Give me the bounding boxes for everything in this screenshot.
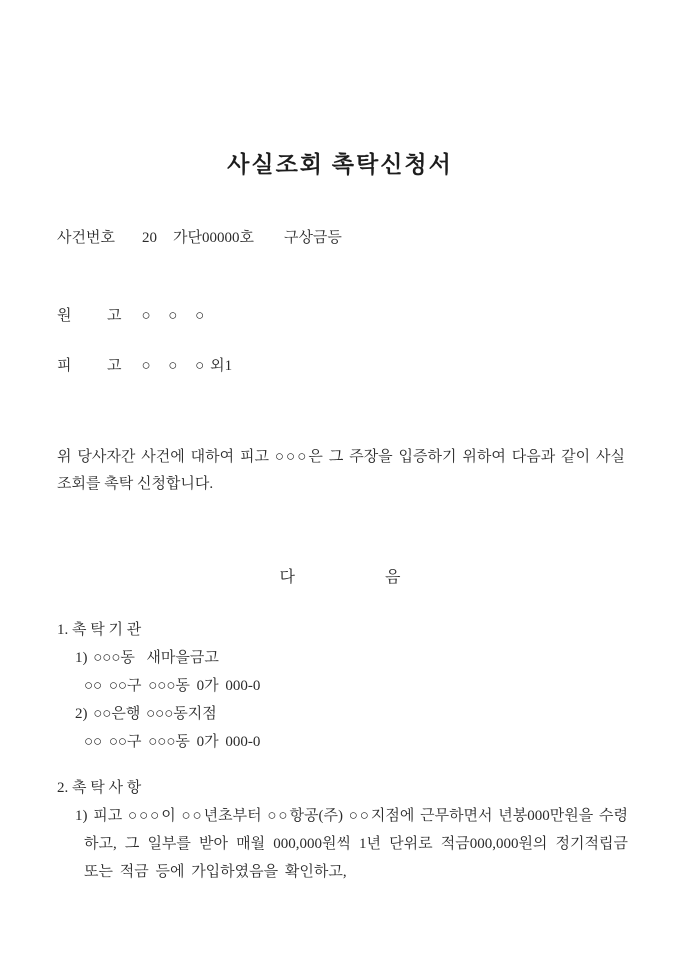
section-1-item-2-name: 2) ○○은행 ○○○동지점: [75, 706, 217, 722]
following-divider: [0, 568, 680, 588]
section-2-item-line-1: 1) 피고 ○○○이 ○○년초부터 ○○항공(주) ○○지점에 근무하면서 년봉000만원을 수령: [75, 808, 628, 824]
plaintiff-name: ○ ○ ○: [141, 308, 205, 324]
plaintiff-label: 원 고: [57, 308, 122, 324]
section-1-item-1-address: ○○ ○○구 ○○○동 0가 000-0: [84, 678, 261, 694]
intro-line-2: 조회를 촉탁 신청합니다.: [57, 476, 214, 492]
intro-paragraph: [57, 444, 625, 498]
intro-line-1: 위 당사자간 사건에 대하여 피고 ○○○은 그 주장을 입증하기 위하여 다음과 같이 사실: [57, 449, 625, 465]
defendant-label: 피 고: [57, 358, 122, 374]
section-1-heading: 1. 촉 탁 기 관: [57, 622, 142, 638]
section-1-item-2-address: ○○ ○○구 ○○○동 0가 000-0: [84, 734, 261, 750]
case-year: 20: [141, 230, 157, 246]
following-divider-right-char: 음: [385, 569, 401, 586]
defendant-name: ○ ○ ○: [141, 358, 205, 374]
document-title: 사실조회 촉탁신청서: [227, 152, 453, 177]
section-2-heading: 2. 촉 탁 사 항: [57, 780, 142, 796]
case-type: 구상금등: [283, 230, 342, 246]
section-2-item-line-2: 하고, 그 일부를 받아 매월 000,000원씩 1년 단위로 적금000,000원의 정기적립금: [84, 836, 628, 852]
case-court-number: 가단00000호: [172, 230, 254, 246]
section-2-item-line-3: 또는 적금 등에 가입하였음을 확인하고,: [84, 864, 347, 880]
case-number-line: [57, 228, 342, 248]
case-number-label: 사건번호: [57, 230, 115, 246]
following-divider-left-char: 다: [279, 569, 295, 586]
defendant-name-suffix: 외1: [210, 358, 233, 374]
plaintiff-row: [57, 306, 204, 326]
defendant-row: [57, 356, 232, 376]
section-1-item-1-name: 1) ○○○동 새마을금고: [75, 650, 219, 666]
